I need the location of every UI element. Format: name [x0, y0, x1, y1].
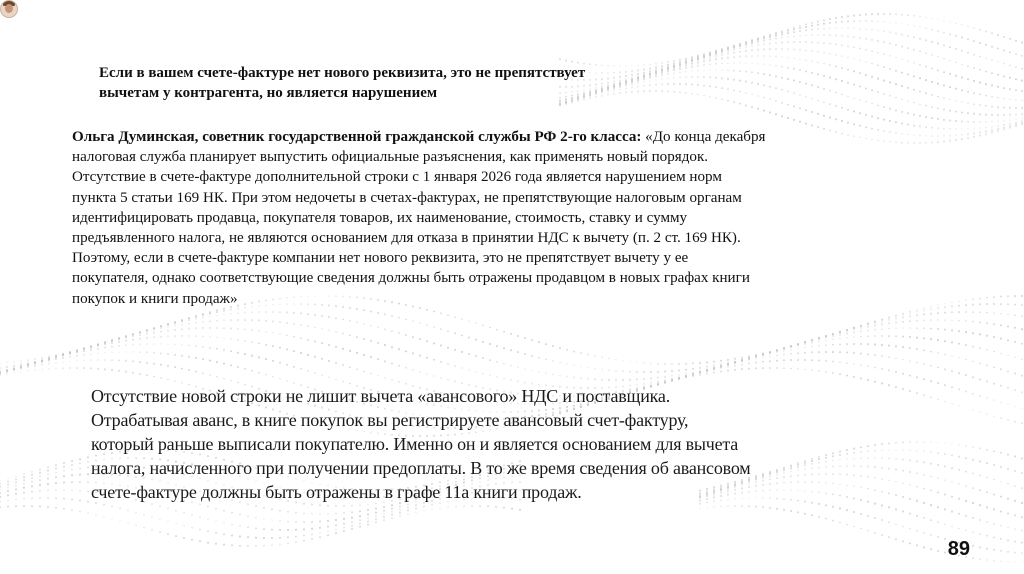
note-line: налога, начисленного при получении предоплаты. В то же время сведения об авансовом	[91, 458, 751, 478]
note-line: Отрабатывая аванс, в книге покупок вы регистрируете авансовый счет-фактуру,	[91, 410, 689, 430]
user-avatar-icon	[0, 0, 18, 18]
quote-line: налоговая служба планирует выпустить официальные разъяснения, как применять новый порядок.	[72, 149, 709, 166]
quote-line: «До конца декабря	[641, 129, 766, 145]
quote-line: покупок и книги продаж»	[72, 290, 238, 307]
note-line: который раньше выписали покупателю. Именно он и является основанием для вычета	[91, 434, 739, 454]
advance-vat-note	[91, 384, 831, 504]
heading-line-1: Если в вашем счете-фактуре нет нового реквизита, это не препятствует	[99, 65, 586, 81]
expert-quote	[72, 127, 862, 309]
quote-author: Ольга Думинская, советник государственной гражданской службы РФ 2-го класса:	[72, 129, 642, 145]
page-number: 89	[947, 538, 970, 560]
quote-line: предъявленного налога, не являются основанием для отказа в принятии НДС к вычету (п. 2 ст. 169 НК).	[72, 230, 741, 247]
slide-heading	[99, 63, 719, 103]
note-line: Отсутствие новой строки не лишит вычета «авансового» НДС и поставщика.	[91, 386, 670, 406]
heading-line-2: вычетам у контрагента, но является нарушением	[99, 85, 438, 101]
quote-line: покупателя, однако соответствующие сведения должны быть отражены продавцом в новых графах книги	[72, 270, 750, 287]
quote-line: Поэтому, если в счете-фактуре компании нет нового реквизита, это не препятствует вычету у ее	[72, 250, 689, 267]
quote-line: идентифицировать продавца, покупателя товаров, их наименование, стоимость, ставку и сумму	[72, 209, 688, 226]
quote-line: Отсутствие в счете-фактуре дополнительной строки с 1 января 2026 года является нарушением норм	[72, 169, 722, 186]
quote-line: пункта 5 статьи 169 НК. При этом недочеты в счетах-фактурах, не препятствующие налоговым органам	[72, 189, 742, 206]
note-line: счете-фактуре должны быть отражены в графе 11а книги продаж.	[91, 482, 582, 502]
